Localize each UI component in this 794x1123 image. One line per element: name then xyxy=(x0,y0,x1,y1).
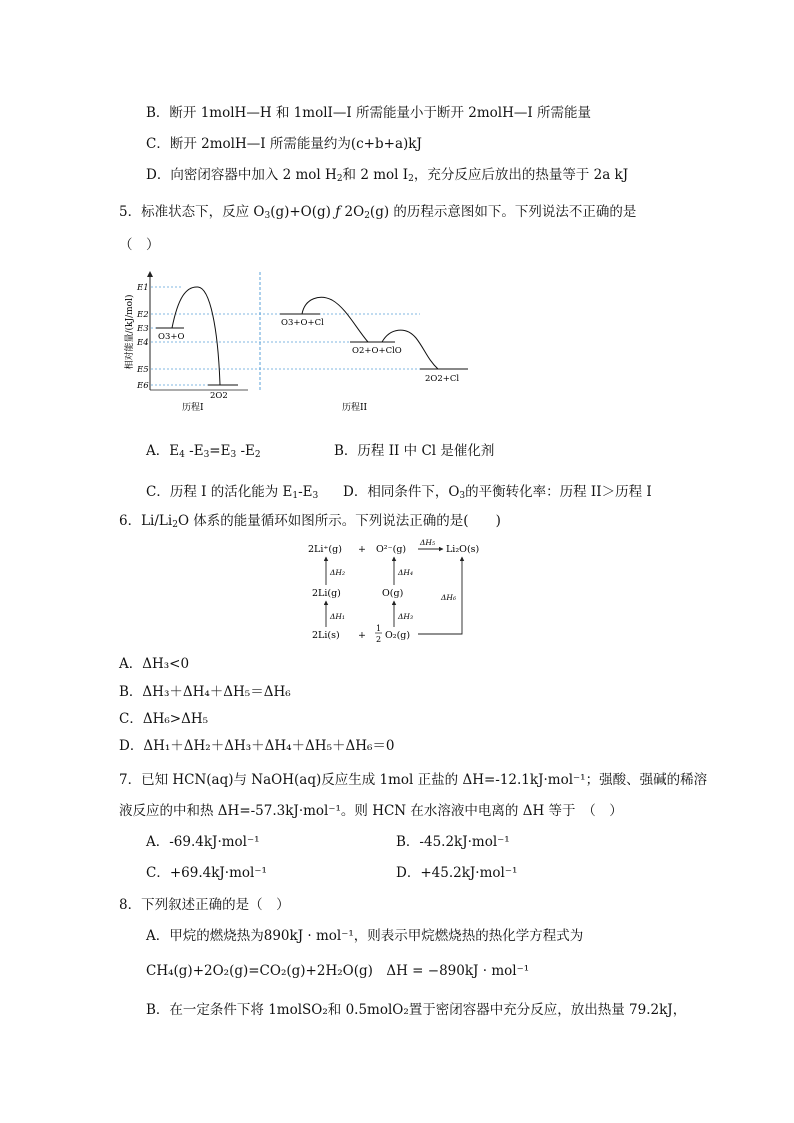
q6-stem: 6．$Li/Li_2O$ 体系的能量循环如图所示。下列说法正确的是( ) xyxy=(119,513,501,530)
q5-option-d: D．相同条件下，$O_3$的平衡转化率：历程 II＞历程 I xyxy=(343,484,652,501)
label-dh4: ΔH₄ xyxy=(398,568,413,577)
q5-option-a-text-1: A．E xyxy=(146,443,180,459)
q7-option-d: D．+45.2kJ·mol⁻¹ xyxy=(396,865,518,881)
label-dh3: ΔH₃ xyxy=(398,612,413,621)
q5-option-d-text-1: D．相同条件下，O xyxy=(343,484,460,500)
q6-option-a: A．ΔH₃<0 xyxy=(119,656,190,672)
q5-stem-text-3: 2O xyxy=(344,204,365,220)
species-2li-g: 2Li(g) xyxy=(312,588,341,599)
q7-stem-line-2: 液反应的中和热 ΔH=-57.3kJ·mol⁻¹。则 HCN 在水溶液中电离的 ΔH 等于 （ ） xyxy=(119,803,623,819)
level-e3: E3 xyxy=(137,324,149,334)
species-o2-o-clo: O2+O+ClO xyxy=(352,346,402,356)
q7-option-b: B．-45.2kJ·mol⁻¹ xyxy=(396,834,510,850)
q8-option-b: B．在一定条件下将 1molSO₂和 0.5molO₂置于密闭容器中充分反应，放出热量 79.2kJ， xyxy=(146,1002,687,1018)
q6-stem-text-1: 6．Li/Li xyxy=(119,513,173,529)
species-o-g: O(g) xyxy=(382,588,404,599)
q7-option-a: A．-69.4kJ·mol⁻¹ xyxy=(146,834,260,850)
q5-energy-diagram xyxy=(120,268,480,418)
q6-option-b: B．ΔH₃＋ΔH₄＋ΔH₅＝ΔH₆ xyxy=(119,684,291,700)
q7-stem-line-1: 7．已知 HCN(aq)与 NaOH(aq)反应生成 1mol 正盐的 ΔH=-12.1kJ·mol⁻¹；强酸、强碱的稀溶 xyxy=(119,772,708,788)
q7-option-c: C．+69.4kJ·mol⁻¹ xyxy=(146,865,267,881)
q4-option-d: D．向密闭容器中加入 2 mol $H_2$和 2 mol $I_2$，充分反应后放出的热量等于 2a kJ xyxy=(146,167,629,184)
level-e4: E4 xyxy=(137,338,149,348)
q5-option-b: B．历程 II 中 Cl 是催化剂 xyxy=(334,443,495,459)
q5-stem-text-1: 5．标准状态下，反应 O xyxy=(119,204,265,220)
label-dh2: ΔH₂ xyxy=(330,568,345,577)
q5-equilibrium-symbol: ƒ xyxy=(335,204,341,220)
species-o2-g: O₂(g) xyxy=(385,630,411,641)
plus-sign-bottom: + xyxy=(358,630,366,641)
plus-sign-top: + xyxy=(358,544,366,555)
path-2-label: 历程II xyxy=(342,403,368,413)
path-1-label: 历程I xyxy=(182,403,204,413)
half-numerator: 1 xyxy=(376,624,382,633)
species-o3-o: O3+O xyxy=(158,332,185,342)
q5-option-d-text-2: 的平衡转化率：历程 II＞历程 I xyxy=(465,484,652,500)
q8-option-a-equation: CH₄(g)+2O₂(g)=CO₂(g)+2H₂O(g) ΔH = −890kJ · mol⁻¹ xyxy=(146,963,530,979)
q4-option-d-text-2: 和 2 mol I xyxy=(342,167,409,183)
q5-option-a-text-2: -E xyxy=(184,443,204,459)
q5-stem: 5．标准状态下，反应 $O_3(g)+O(g)$ ƒ $2O_2(g)$ 的历程示意图如下。下列说法不正确的是 xyxy=(119,204,637,221)
level-e1: E1 xyxy=(137,283,149,293)
y-axis-label: 相对能量/(kJ/mol) xyxy=(125,294,135,370)
species-li2o-s: Li₂O(s) xyxy=(446,544,480,555)
level-e6: E6 xyxy=(137,381,149,391)
q4-option-c: C．断开 2molH—I 所需能量约为(c+b+a)kJ xyxy=(146,136,422,152)
q6-stem-text-2: O 体系的能量循环如图所示。下列说法正确的是( ) xyxy=(177,513,501,529)
q6-option-d: D．ΔH₁＋ΔH₂＋ΔH₃＋ΔH₄＋ΔH₅＋ΔH₆＝0 xyxy=(119,738,395,754)
q5-option-a-text-4: -E xyxy=(236,443,255,459)
level-e5: E5 xyxy=(137,365,149,375)
q4-option-d-text-3: ，充分反应后放出的热量等于 2a kJ xyxy=(413,167,629,183)
label-dh5: ΔH₅ xyxy=(420,538,435,547)
q8-option-a: A．甲烷的燃烧热为890kJ · mol⁻¹，则表示甲烷燃烧热的热化学方程式为 xyxy=(146,928,584,944)
q5-stem-text-2: (g)+O(g) xyxy=(270,204,331,220)
q5-option-c-text-1: C．历程 I 的活化能为 E xyxy=(146,484,293,500)
q4-option-d-text-1: D．向密闭容器中加入 2 mol H xyxy=(146,167,337,183)
species-2o2-cl: 2O2+Cl xyxy=(425,374,460,384)
species-o2-minus-g: O²⁻(g) xyxy=(376,544,407,555)
q4-option-b: B．断开 1molH—H 和 1molI—I 所需能量小于断开 2molH—I 所需能量 xyxy=(146,105,591,121)
species-o3-o-cl: O3+O+Cl xyxy=(281,318,324,328)
q6-option-c: C．ΔH₆>ΔH₅ xyxy=(119,711,209,727)
species-2o2: 2O2 xyxy=(210,391,228,401)
q5-option-a-text-3: =E xyxy=(209,443,231,459)
q6-energy-cycle xyxy=(300,537,480,647)
q5-option-a: A．$E_4$ $-E_3=E_3$ $-E_2$ xyxy=(146,443,261,460)
species-2li-plus-g: 2Li⁺(g) xyxy=(308,544,342,555)
half-denominator: 2 xyxy=(376,635,382,644)
level-e2: E2 xyxy=(137,310,149,320)
label-dh6: ΔH₆ xyxy=(441,593,456,602)
q5-stem-text-4: (g) 的历程示意图如下。下列说法不正确的是 xyxy=(369,204,637,220)
q5-option-c: C．历程 I 的活化能为 $E_1-E_3$ xyxy=(146,484,319,501)
label-dh1: ΔH₁ xyxy=(330,612,345,621)
q8-stem: 8．下列叙述正确的是（ ） xyxy=(119,897,290,913)
q5-paren: （ ） xyxy=(119,237,160,253)
q5-option-c-text-2: -E xyxy=(298,484,313,500)
species-2li-s: 2Li(s) xyxy=(312,630,340,641)
